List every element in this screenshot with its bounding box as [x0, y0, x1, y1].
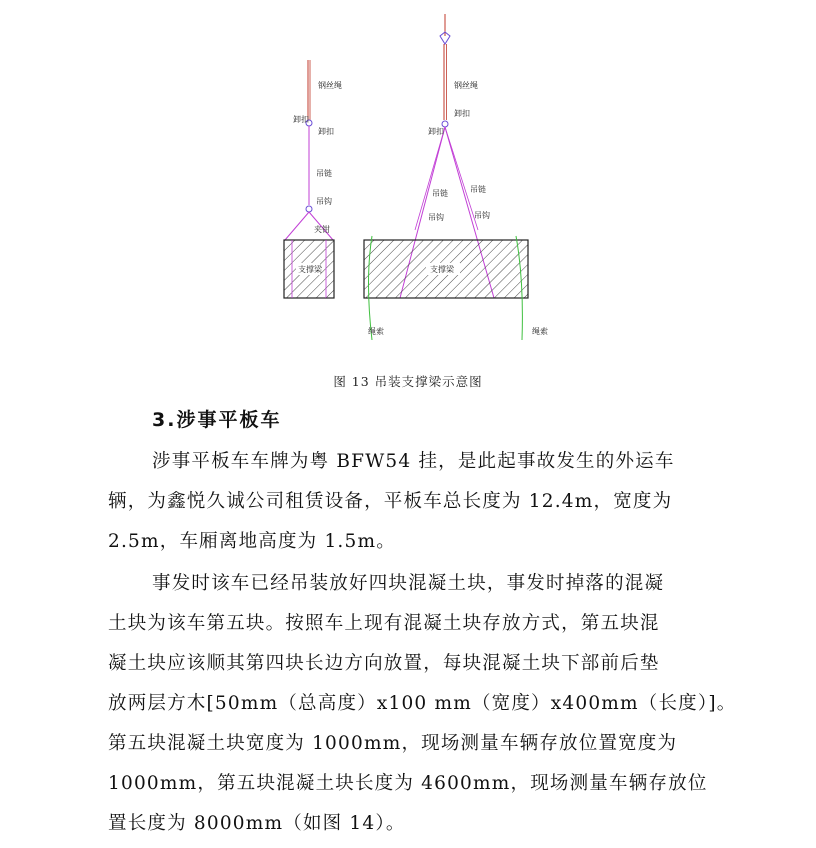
left-label-gripper: 夹钳 [314, 225, 330, 234]
paragraph-1-line-2: 辆，为鑫悦久诚公司租赁设备，平板车总长度为 12.4m，宽度为 [108, 491, 673, 512]
paragraph-2-line-7: 置长度为 8000mm（如图 14）。 [108, 813, 406, 834]
hoisting-diagram-figure [0, 0, 816, 360]
left-label-sling: 吊链 [316, 169, 332, 178]
paragraph-2-line-1: 事发时该车已经吊装放好四块混凝土块，事发时掉落的混凝 [152, 573, 665, 594]
paragraph-2-line-6: 1000mm，第五块混凝土块长度为 4600mm，现场测量车辆存放位 [108, 773, 708, 794]
paragraph-1-line-3: 2.5m，车厢离地高度为 1.5m。 [108, 531, 396, 552]
paragraph-1-line-1: 涉事平板车车牌为粤 BFW54 挂，是此起事故发生的外运车 [152, 451, 675, 472]
right-label-hook-right: 吊钩 [474, 211, 490, 220]
left-hook-icon [306, 206, 312, 212]
left-label-hook2: 吊钩 [316, 197, 332, 206]
paragraph-2-line-2: 土块为该车第五块。按照车上现有混凝土块存放方式，第五块混 [108, 613, 660, 634]
right-label-wire-rope: 钢丝绳 [454, 81, 478, 90]
right-label-hook-left: 吊钩 [428, 213, 444, 222]
left-label-shackle: 卸扣 [318, 127, 334, 136]
right-label-shackle-right: 卸扣 [454, 109, 470, 118]
left-sling-left [285, 212, 309, 240]
right-label-rope-left: 绳索 [368, 327, 384, 336]
section-heading: 3.涉事平板车 [152, 409, 282, 431]
right-label-beam: 支撑梁 [430, 265, 454, 274]
left-view-diagram [284, 60, 342, 298]
right-label-sling-right: 吊链 [470, 185, 486, 194]
paragraph-2-line-3: 凝土块应该顺其第四块长边方向放置，每块混凝土块下部前后垫 [108, 653, 660, 674]
paragraph-2-line-5: 第五块混凝土块宽度为 1000mm，现场测量车辆存放位置宽度为 [108, 733, 678, 754]
right-view-diagram [364, 14, 548, 340]
paragraph-2-line-4: 放两层方木[50mm（总高度）x100 mm（宽度）x400mm（长度）]。 [108, 693, 737, 714]
left-label-hook: 卸扣 [293, 115, 309, 124]
right-label-rope-right: 绳索 [532, 327, 548, 336]
figure-caption: 图 13 吊装支撑梁示意图 [333, 374, 483, 389]
left-label-beam: 支撑梁 [298, 265, 322, 274]
right-label-sling-left: 吊链 [432, 189, 448, 198]
left-label-wire-rope: 钢丝绳 [318, 81, 342, 90]
right-label-shackle-left: 卸扣 [428, 127, 444, 136]
